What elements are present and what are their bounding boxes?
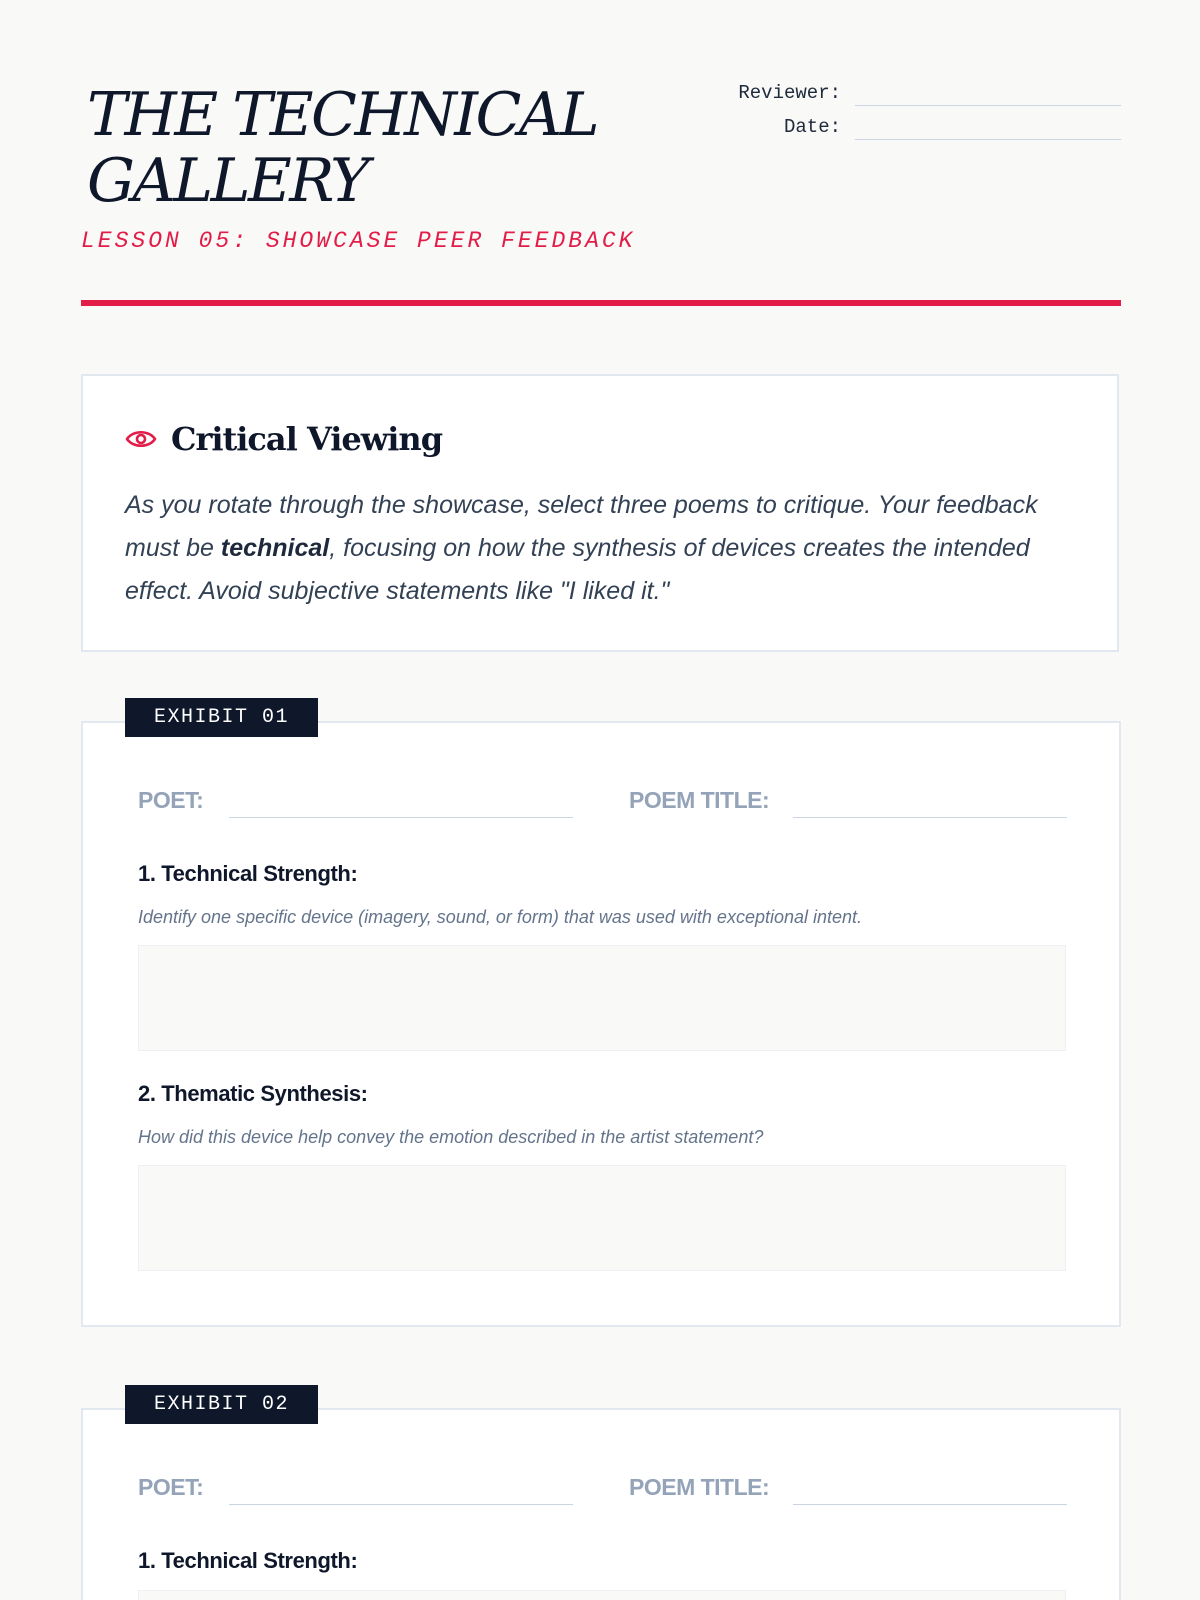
eye-icon bbox=[125, 428, 157, 450]
poem-title-label: POEM TITLE: bbox=[629, 787, 770, 813]
date-label: Date: bbox=[783, 116, 841, 138]
page-title-line-2: GALLERY bbox=[87, 146, 368, 216]
header-divider bbox=[81, 300, 1121, 306]
technical-strength-hint: Identify one specific device (imagery, sound, or form) that was used with exceptional intent. bbox=[138, 907, 863, 927]
exhibit-card bbox=[81, 1393, 1121, 1600]
exhibit-card bbox=[81, 706, 1121, 1327]
thematic-synthesis-hint: How did this device help convey the emotion described in the artist statement? bbox=[138, 1127, 764, 1147]
page-title bbox=[87, 82, 597, 214]
poem-title-label: POEM TITLE: bbox=[629, 1474, 770, 1500]
worksheet-header bbox=[81, 80, 1121, 306]
thematic-synthesis-answer[interactable] bbox=[138, 1165, 1066, 1271]
poem-title-field[interactable] bbox=[793, 817, 1067, 818]
poet-field[interactable] bbox=[229, 1504, 573, 1505]
poem-info-row bbox=[138, 1472, 1068, 1508]
poet-label: POET: bbox=[138, 787, 204, 813]
technical-strength-answer[interactable] bbox=[138, 1590, 1066, 1600]
critical-viewing-heading bbox=[125, 420, 442, 458]
critical-viewing-title: Critical Viewing bbox=[171, 420, 443, 458]
exhibit-tag: EXHIBIT 01 bbox=[125, 698, 318, 737]
reviewer-row bbox=[721, 80, 1121, 114]
date-row bbox=[721, 114, 1121, 148]
exhibit-tag: EXHIBIT 02 bbox=[125, 1385, 318, 1424]
critical-viewing-instructions bbox=[125, 484, 1075, 613]
poem-title-field[interactable] bbox=[793, 1504, 1067, 1505]
instructions-emphasis: technical bbox=[220, 534, 330, 562]
poem-info-row bbox=[138, 785, 1068, 821]
thematic-synthesis-heading: 2. Thematic Synthesis: bbox=[138, 1081, 368, 1106]
technical-strength-heading: 1. Technical Strength: bbox=[138, 861, 358, 886]
poet-field[interactable] bbox=[229, 817, 573, 818]
instructions-text-end: , focusing on how the synthesis of devices creates the intended effect. Avoid subjective statements like "I liked it." bbox=[125, 534, 1030, 605]
lesson-subtitle: LESSON 05: SHOWCASE PEER FEEDBACK bbox=[81, 228, 636, 254]
date-field[interactable] bbox=[855, 139, 1121, 140]
critical-viewing-panel bbox=[81, 374, 1119, 652]
reviewer-label: Reviewer: bbox=[738, 82, 841, 104]
reviewer-meta bbox=[721, 80, 1121, 148]
technical-strength-heading: 1. Technical Strength: bbox=[138, 1548, 358, 1573]
poet-label: POET: bbox=[138, 1474, 204, 1500]
technical-strength-answer[interactable] bbox=[138, 945, 1066, 1051]
page-title-line-1: THE TECHNICAL bbox=[87, 80, 598, 150]
reviewer-field[interactable] bbox=[855, 105, 1121, 106]
instructions-text-start: As you rotate through the showcase, select three poems to critique. Your feedback must be bbox=[125, 491, 1038, 562]
